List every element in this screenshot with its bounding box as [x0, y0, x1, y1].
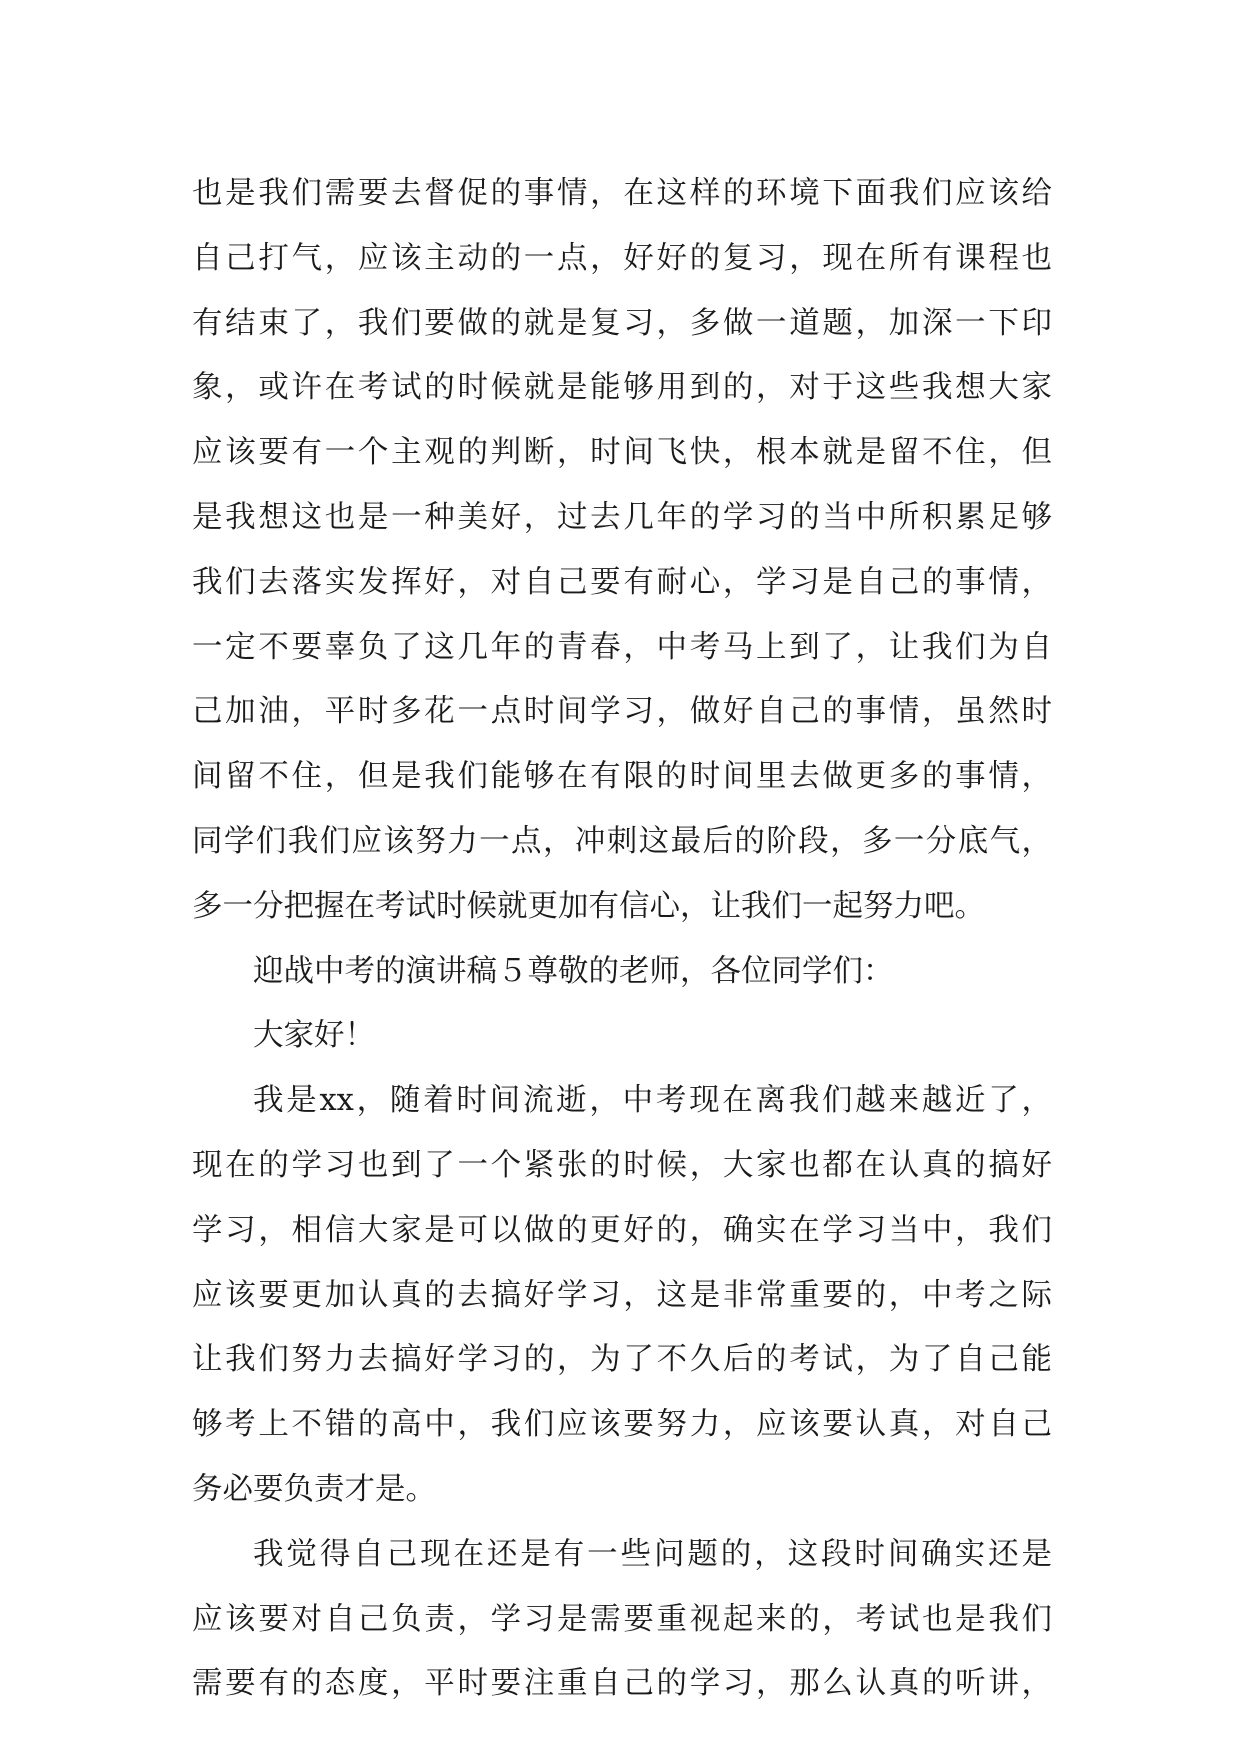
text-line: 迎战中考的演讲稿５尊敬的老师，各位同学们： — [253, 953, 894, 989]
text-line: 一定不要辜负了这几年的青春，中考马上到了，让我们为自 — [192, 629, 1052, 665]
text-line: 是我想这也是一种美好，过去几年的学习的当中所积累足够 — [192, 499, 1052, 535]
text-line: 多一分把握在考试时候就更加有信心，让我们一起努力吧。 — [192, 888, 985, 924]
text-line: 够考上不错的高中，我们应该要努力，应该要认真，对自己 — [192, 1407, 1052, 1443]
text-line: 象，或许在考试的时候就是能够用到的，对于这些我想大家 — [192, 370, 1052, 406]
text-line: 让我们努力去搞好学习的，为了不久后的考试，为了自己能 — [192, 1342, 1052, 1378]
text-line: 有结束了，我们要做的就是复习，多做一道题，加深一下印 — [192, 305, 1052, 341]
text-line: 学习，相信大家是可以做的更好的，确实在学习当中，我们 — [192, 1212, 1052, 1248]
text-line: 也是我们需要去督促的事情，在这样的环境下面我们应该给 — [192, 176, 1052, 211]
text-line: 我觉得自己现在还是有一些问题的，这段时间确实还是 — [253, 1536, 1052, 1572]
text-line: 我是xx，随着时间流逝，中考现在离我们越来越近了， — [253, 1083, 1052, 1119]
text-line: 大家好！ — [253, 1018, 375, 1054]
text-line: 需要有的态度，平时要注重自己的学习，那么认真的听讲， — [192, 1666, 1052, 1702]
text-line: 应该要对自己负责，学习是需要重视起来的，考试也是我们 — [192, 1601, 1052, 1637]
text-line: 应该要更加认真的去搞好学习，这是非常重要的，中考之际 — [192, 1277, 1052, 1313]
text-line: 现在的学习也到了一个紧张的时候，大家也都在认真的搞好 — [192, 1147, 1052, 1183]
text-line: 同学们我们应该努力一点，冲刺这最后的阶段，多一分底气， — [192, 823, 1052, 859]
text-line: 己加油，平时多花一点时间学习，做好自己的事情，虽然时 — [192, 694, 1052, 730]
text-line: 我们去落实发挥好，对自己要有耐心，学习是自己的事情， — [192, 564, 1052, 600]
text-line: 务必要负责才是。 — [192, 1471, 436, 1507]
text-line: 应该要有一个主观的判断，时间飞快，根本就是留不住，但 — [192, 435, 1052, 471]
text-line: 间留不住，但是我们能够在有限的时间里去做更多的事情， — [192, 759, 1052, 795]
text-line: 自己打气，应该主动的一点，好好的复习，现在所有课程也 — [192, 240, 1052, 276]
document-body — [192, 162, 1052, 1717]
